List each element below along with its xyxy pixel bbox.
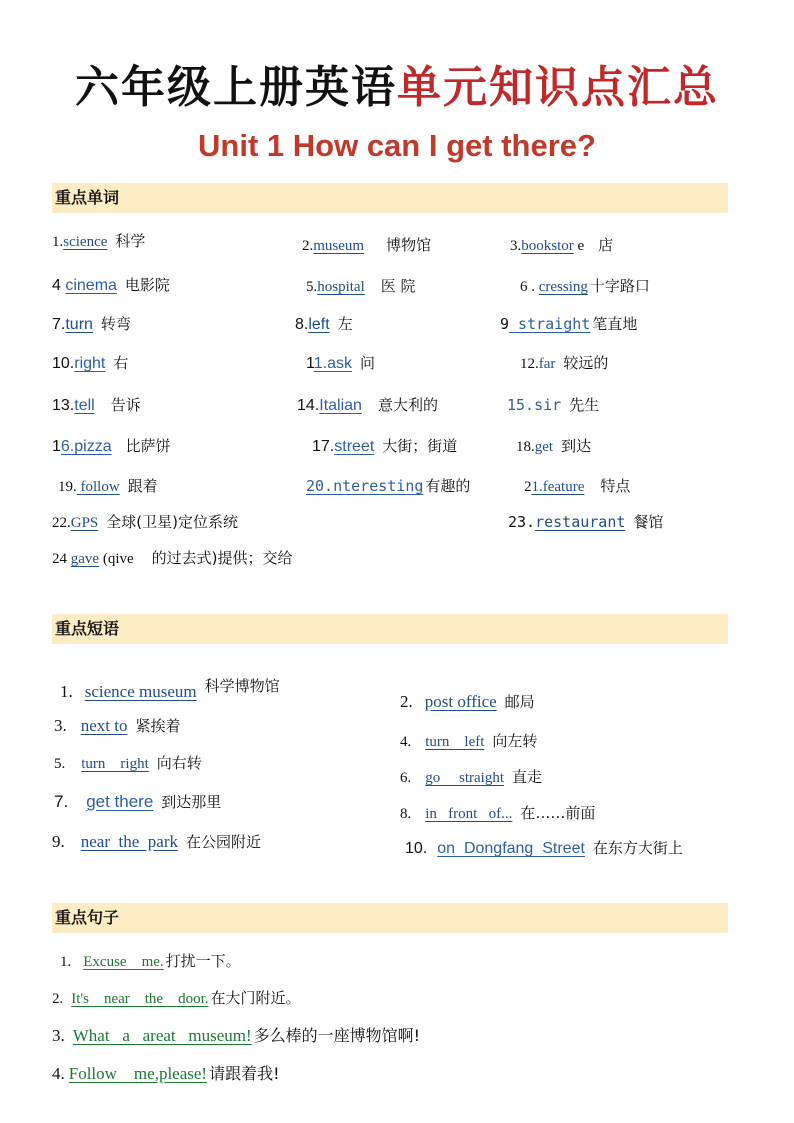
phrase-item: 1. science museum 科学博物馆: [60, 677, 280, 701]
word-item: 9 straight 笔直地: [500, 315, 638, 333]
word-item: 21.feature 特点: [524, 477, 631, 495]
section-header-sentences: 重点句子: [52, 903, 728, 933]
phrase-item: 6. go straight 直走: [400, 768, 543, 786]
page-title-highlight: 单元知识点汇总: [397, 62, 719, 113]
word-item: 13.tell 告诉: [52, 396, 141, 414]
word-item: 7.turn 转弯: [52, 315, 131, 333]
word-item: 12.far 较远的: [520, 354, 609, 372]
word-item: 15.sir 先生: [507, 396, 600, 414]
phrase-item: 4. turn left 向左转: [400, 732, 538, 750]
sentence-item: 3. What a areat museum! 多么棒的一座博物馆啊!: [52, 1026, 421, 1045]
word-item: 2.museum 博物馆: [302, 236, 432, 254]
phrase-item: 2. post office 邮局: [400, 692, 535, 711]
sentence-item: 4. Follow me,please! 请跟着我!: [52, 1064, 280, 1083]
word-item: 4 cinema 电影院: [52, 276, 170, 294]
sentence-item: 2. It's near the door. 在大门附近。: [52, 989, 301, 1007]
section-header-words: 重点单词: [52, 183, 728, 213]
word-item: 18.get 到达: [516, 437, 592, 455]
word-item: 14.Italian 意大利的: [297, 396, 438, 414]
word-item: 1.science 科学: [52, 232, 146, 250]
word-item: 16.pizza 比萨饼: [52, 437, 171, 455]
word-item: 23.restaurant 餐馆: [508, 513, 664, 531]
unit-title: Unit 1 How can I get there?: [198, 128, 596, 163]
word-item: 8.left 左: [295, 315, 353, 333]
word-item: 5.hospital 医 院: [306, 277, 416, 295]
word-item: 19. follow 跟着: [58, 477, 158, 495]
page-title-main: 六年级上册英语: [75, 62, 397, 113]
sentence-item: 1. Excuse me. 打扰一下。: [60, 952, 241, 970]
word-item: 17.street 大街；街道: [312, 437, 458, 455]
word-item: 20.nteresting 有趣的: [306, 477, 471, 495]
word-item: 11.ask 问: [306, 354, 375, 372]
phrase-item: 3. next to 紧挨着: [54, 716, 181, 735]
word-item: 3.bookstor e 店: [510, 236, 614, 254]
phrase-item: 10. on Dongfang Street 在东方大街上: [405, 839, 683, 857]
word-item: 24 gave (qive 的过去式)提供；交给: [52, 549, 293, 567]
phrase-item: 9. near the park 在公园附近: [52, 832, 261, 851]
word-item: 22.GPS 全球(卫星)定位系统: [52, 513, 238, 531]
phrase-item: 8. in front of... 在……前面: [400, 804, 596, 822]
section-header-phrases: 重点短语: [52, 614, 728, 644]
word-item: 10.right 右: [52, 354, 129, 372]
phrase-item: 5. turn right 向右转: [54, 754, 202, 772]
phrase-item: 7. get there 到达那里: [54, 792, 222, 811]
word-item: 6 . cressing 十字路口: [520, 277, 650, 295]
page-title: [0, 58, 794, 118]
